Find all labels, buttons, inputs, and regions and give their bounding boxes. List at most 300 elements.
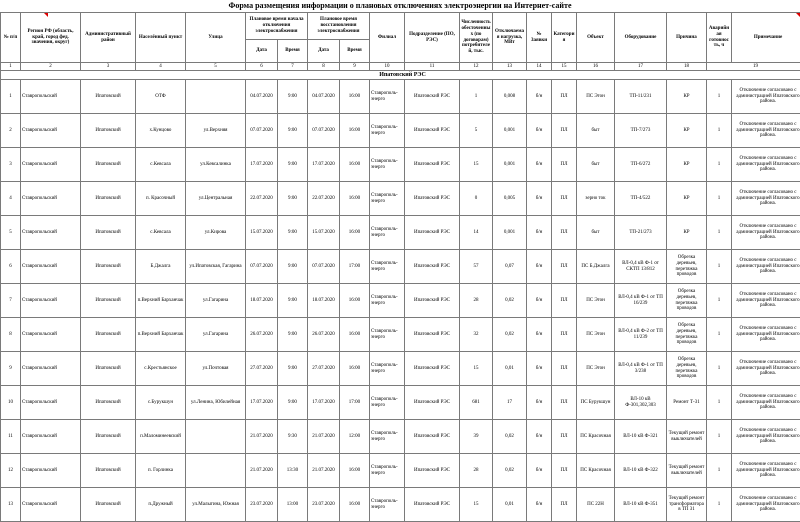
locality-cell: п.Дружный [136,488,186,522]
cause-cell: КР [667,216,707,250]
load-cell: 0,07 [493,250,527,284]
consumers-cell: 5 [460,114,493,148]
column-number: 6 [246,63,278,71]
row-number: 1 [1,80,21,114]
object-cell: ПС Эгон [577,352,615,386]
region-cell: Ставропольский [21,80,81,114]
category-cell: ПЛ [552,318,577,352]
category-cell: ПЛ [552,386,577,420]
end-date-cell: 15.07.2020 [308,216,340,250]
division-cell: Ипатовский РЭС [405,386,460,420]
header-street: Улица [186,13,246,63]
table-row [1,386,800,420]
note-cell: Отключение согласовано с администрацией Ипатовского района. [732,182,800,216]
district-cell: Ипатовский [81,488,136,522]
readiness-cell: 1 [707,216,732,250]
branch-cell: Ставрополь-энерго [370,216,405,250]
consumers-cell: 14 [460,216,493,250]
street-cell [186,454,246,488]
district-cell: Ипатовский [81,182,136,216]
division-cell: Ипатовский РЭС [405,284,460,318]
start-date-cell: 27.07.2020 [246,352,278,386]
load-cell: 0,001 [493,114,527,148]
header-locality: Населённый пункт [136,13,186,63]
header-num: № п/п [1,13,21,63]
end-date-cell: 07.07.2020 [308,250,340,284]
end-date-cell: 07.07.2020 [308,114,340,148]
load-cell: 0,02 [493,454,527,488]
object-cell: ПС Бурукшун [577,386,615,420]
start-time-cell: 9:00 [278,352,308,386]
start-time-cell: 13:00 [278,488,308,522]
locality-cell: с.Кевсала [136,216,186,250]
branch-cell: Ставрополь-энерго [370,284,405,318]
header-object: Объект [577,13,615,63]
request-cell: б/н [527,216,552,250]
region-cell: Ставропольский [21,420,81,454]
load-cell: 0,001 [493,148,527,182]
header-end-time: Время [340,40,370,63]
end-date-cell: 23.07.2020 [308,488,340,522]
request-cell: б/н [527,386,552,420]
end-time-cell: 16:00 [340,114,370,148]
form-title: Форма размещения информации о плановых отключениях электроэнергии на Интернет-сайте [0,0,800,12]
readiness-cell: 1 [707,352,732,386]
comment-marker [796,13,800,17]
street-cell: ул.Ипатовская, Гагарина [186,250,246,284]
request-cell: б/н [527,80,552,114]
section-title: Ипатовский РЭС [1,71,800,80]
division-cell: Ипатовский РЭС [405,148,460,182]
object-cell: ПС 22Н [577,488,615,522]
cause-cell: Обрезка деревьев, перетяжка проводов [667,284,707,318]
locality-cell: п. Горлинка [136,454,186,488]
consumers-cell: 15 [460,352,493,386]
division-cell: Ипатовский РЭС [405,250,460,284]
street-cell: ул.Гагарина [186,284,246,318]
object-cell: быт [577,148,615,182]
end-date-cell: 26.07.2020 [308,318,340,352]
column-number: 13 [493,63,527,71]
header-request: № Заявки [527,13,552,63]
equipment-cell: ВЛ-0,4 кВ Ф-2 от ТП 11/239 [615,318,667,352]
end-time-cell: 16:00 [340,182,370,216]
header-branch: Филиал [370,13,405,63]
category-cell: ПЛ [552,148,577,182]
cause-cell: КР [667,182,707,216]
table-row [1,318,800,352]
table-row [1,420,800,454]
load-cell: 0,001 [493,216,527,250]
consumers-cell: 32 [460,318,493,352]
locality-cell: п.Маломинеевский [136,420,186,454]
row-number: 11 [1,420,21,454]
note-cell: Отключение согласовано с администрацией Ипатовского района. [732,148,800,182]
column-number: 2 [21,63,81,71]
division-cell: Ипатовский РЭС [405,182,460,216]
readiness-cell: 1 [707,182,732,216]
end-time-cell: 16:00 [340,284,370,318]
district-cell: Ипатовский [81,148,136,182]
start-time-cell: 13:30 [278,454,308,488]
table-row [1,148,800,182]
readiness-cell: 1 [707,488,732,522]
start-date-cell: 18.07.2020 [246,284,278,318]
request-cell: б/н [527,182,552,216]
row-number: 8 [1,318,21,352]
region-cell: Ставропольский [21,250,81,284]
request-cell: б/н [527,420,552,454]
end-date-cell: 27.07.2020 [308,352,340,386]
district-cell: Ипатовский [81,420,136,454]
street-cell: ул.Верхняя [186,114,246,148]
note-cell: Отключение согласовано с администрацией Ипатовского района. [732,114,800,148]
equipment-cell: ВЛ-10 кВ Ф-321 [615,420,667,454]
street-cell [186,80,246,114]
header-division: Подразделение (ПО, РЭС) [405,13,460,63]
end-date-cell: 17.07.2020 [308,148,340,182]
consumers-cell: 15 [460,148,493,182]
table-row [1,352,800,386]
note-cell: Отключение согласовано с администрацией Ипатовского района. [732,386,800,420]
load-cell: 0,005 [493,182,527,216]
street-cell: ул.Малыгина, Южная [186,488,246,522]
row-number: 7 [1,284,21,318]
end-time-cell: 17:00 [340,386,370,420]
start-date-cell: 07.07.2020 [246,250,278,284]
start-date-cell: 17.07.2020 [246,386,278,420]
consumers-cell: 39 [460,420,493,454]
object-cell: быт [577,216,615,250]
header-start-group: Плановое время начала отключения электроснабжения [246,13,308,40]
row-number: 4 [1,182,21,216]
end-date-cell: 21.07.2020 [308,420,340,454]
table-row [1,284,800,318]
branch-cell: Ставрополь-энерго [370,114,405,148]
column-number: 18 [667,63,707,71]
header-region: Регион РФ (область, край, город фед. значения, округ) [21,13,81,63]
division-cell: Ипатовский РЭС [405,454,460,488]
region-cell: Ставропольский [21,216,81,250]
load-cell: 17 [493,386,527,420]
start-time-cell: 9:30 [278,420,308,454]
consumers-cell: 57 [460,250,493,284]
cause-cell: КР [667,80,707,114]
equipment-cell: ВЛ-10 кВ Ф-301,302,303 [615,386,667,420]
cause-cell: Обрезка деревьев, перетяжка проводов [667,250,707,284]
start-date-cell: 21.07.2020 [246,420,278,454]
equipment-cell: ТП-6/272 [615,148,667,182]
division-cell: Ипатовский РЭС [405,216,460,250]
note-cell: Отключение согласовано с администрацией Ипатовского района. [732,250,800,284]
equipment-cell: ТП-7/273 [615,114,667,148]
consumers-cell: 1 [460,80,493,114]
header-note: Примечание [732,13,800,63]
locality-cell: п. Красочный [136,182,186,216]
object-cell: ПС Красочная [577,420,615,454]
row-number: 12 [1,454,21,488]
region-cell: Ставропольский [21,318,81,352]
street-cell: ул.Гагарина [186,318,246,352]
equipment-cell: ВЛ-10 кВ Ф-322 [615,454,667,488]
equipment-cell: ТП-21/273 [615,216,667,250]
branch-cell: Ставрополь-энерго [370,80,405,114]
note-cell: Отключение согласовано с администрацией Ипатовского района. [732,352,800,386]
equipment-cell: ВЛ-10 кВ Ф-351 [615,488,667,522]
equipment-cell: ВЛ-0,4 кВ Ф-1 от ТП 16/239 [615,284,667,318]
cause-cell: Ремонт Т-31 [667,386,707,420]
end-time-cell: 16:00 [340,318,370,352]
locality-cell: п.Верхний Барханчак [136,284,186,318]
table-row [1,216,800,250]
district-cell: Ипатовский [81,250,136,284]
readiness-cell: 1 [707,386,732,420]
request-cell: б/н [527,352,552,386]
table-header [1,13,800,80]
district-cell: Ипатовский [81,114,136,148]
header-equipment: Оборудование [615,13,667,63]
load-cell: 0,02 [493,420,527,454]
category-cell: ПЛ [552,216,577,250]
column-number: 8 [308,63,340,71]
readiness-cell: 1 [707,250,732,284]
street-cell: ул.Кевсалинка [186,148,246,182]
end-date-cell: 04.07.2020 [308,80,340,114]
region-cell: Ставропольский [21,454,81,488]
district-cell: Ипатовский [81,386,136,420]
consumers-cell: 681 [460,386,493,420]
cause-cell: Обрезка деревьев, перетяжка проводов [667,318,707,352]
column-number: 10 [370,63,405,71]
cause-cell: КР [667,114,707,148]
table-row [1,114,800,148]
column-number: 7 [278,63,308,71]
header-end-group: Плановое время восстановления электроснабжения [308,13,370,40]
consumers-cell: 0 [460,182,493,216]
branch-cell: Ставрополь-энерго [370,454,405,488]
note-cell: Отключение согласовано с администрацией Ипатовского района. [732,318,800,352]
column-number: 9 [340,63,370,71]
region-cell: Ставропольский [21,114,81,148]
cause-cell: Обрезка деревьев, перетяжка проводов [667,352,707,386]
division-cell: Ипатовский РЭС [405,318,460,352]
column-number: 14 [527,63,552,71]
category-cell: ПЛ [552,114,577,148]
object-cell: ПС Эгон [577,318,615,352]
header-consumers: Численность обесточенных (по договорам) потребителей, тыс. [460,13,493,63]
street-cell: ул.Кирова [186,216,246,250]
readiness-cell: 1 [707,114,732,148]
end-date-cell: 22.07.2020 [308,182,340,216]
load-cell: 0,008 [493,80,527,114]
consumers-cell: 28 [460,284,493,318]
note-cell: Отключение согласовано с администрацией Ипатовского района. [732,80,800,114]
equipment-cell: ВЛ-0,4 кВ Ф-1 от ТП 3/238 [615,352,667,386]
load-cell: 0,02 [493,318,527,352]
note-cell: Отключение согласовано с администрацией Ипатовского района. [732,420,800,454]
region-cell: Ставропольский [21,182,81,216]
row-number: 10 [1,386,21,420]
start-time-cell: 9:00 [278,284,308,318]
category-cell: ПЛ [552,250,577,284]
end-time-cell: 16:00 [340,216,370,250]
street-cell: ул.Центральная [186,182,246,216]
column-number: 3 [81,63,136,71]
locality-cell: ОТФ [136,80,186,114]
cause-cell: Текущий ремонт трансформатора в ТП 31 [667,488,707,522]
district-cell: Ипатовский [81,284,136,318]
division-cell: Ипатовский РЭС [405,488,460,522]
equipment-cell: ТП-4/522 [615,182,667,216]
locality-cell: с.Крестьянское [136,352,186,386]
start-time-cell: 9:00 [278,114,308,148]
division-cell: Ипатовский РЭС [405,114,460,148]
table-row [1,488,800,522]
district-cell: Ипатовский [81,352,136,386]
column-number: 16 [577,63,615,71]
region-cell: Ставропольский [21,352,81,386]
end-time-cell: 16:00 [340,454,370,488]
start-time-cell: 9:00 [278,182,308,216]
table-row [1,80,800,114]
region-cell: Ставропольский [21,284,81,318]
row-number: 9 [1,352,21,386]
end-time-cell: 16:00 [340,80,370,114]
start-date-cell: 22.07.2020 [246,182,278,216]
load-cell: 0,01 [493,352,527,386]
category-cell: ПЛ [552,80,577,114]
start-time-cell: 9:00 [278,386,308,420]
table-body [1,80,800,522]
locality-cell: Б.Джалга [136,250,186,284]
division-cell: Ипатовский РЭС [405,420,460,454]
outage-table [0,12,800,522]
row-number: 6 [1,250,21,284]
equipment-cell: ВЛ-0,4 кВ Ф-1 от СКТП 13/812 [615,250,667,284]
column-number: 4 [136,63,186,71]
end-date-cell: 21.07.2020 [308,454,340,488]
locality-cell: с.Бурукшун [136,386,186,420]
note-cell: Отключение согласовано с администрацией Ипатовского района. [732,284,800,318]
load-cell: 0,01 [493,488,527,522]
object-cell: ПС Красочная [577,454,615,488]
comment-marker [44,13,48,17]
end-time-cell: 17:00 [340,250,370,284]
region-cell: Ставропольский [21,488,81,522]
column-number: 1 [1,63,21,71]
start-date-cell: 23.07.2020 [246,488,278,522]
branch-cell: Ставрополь-энерго [370,318,405,352]
branch-cell: Ставрополь-энерго [370,250,405,284]
division-cell: Ипатовский РЭС [405,80,460,114]
readiness-cell: 1 [707,318,732,352]
column-numbers-row [1,63,800,71]
object-cell: ПС Б.Джалга [577,250,615,284]
locality-cell: х.Кунцово [136,114,186,148]
request-cell: б/н [527,284,552,318]
branch-cell: Ставрополь-энерго [370,420,405,454]
branch-cell: Ставрополь-энерго [370,182,405,216]
category-cell: ПЛ [552,182,577,216]
object-cell: зерно ток [577,182,615,216]
note-cell: Отключение согласовано с администрацией Ипатовского района. [732,216,800,250]
start-date-cell: 21.07.2020 [246,454,278,488]
start-time-cell: 9:00 [278,318,308,352]
cause-cell: Текущий ремонт выключателей [667,420,707,454]
header-end-date: Дата [308,40,340,63]
consumers-cell: 28 [460,454,493,488]
end-date-cell: 18.07.2020 [308,284,340,318]
note-cell: Отключение согласовано с администрацией Ипатовского района. [732,454,800,488]
request-cell: б/н [527,318,552,352]
table-row [1,182,800,216]
start-date-cell: 04.07.2020 [246,80,278,114]
header-start-time: Время [278,40,308,63]
cause-cell: Текущий ремонт выключателей [667,454,707,488]
start-time-cell: 9:00 [278,148,308,182]
end-time-cell: 16:00 [340,488,370,522]
object-cell: быт [577,114,615,148]
request-cell: б/н [527,114,552,148]
branch-cell: Ставрополь-энерго [370,148,405,182]
district-cell: Ипатовский [81,216,136,250]
district-cell: Ипатовский [81,318,136,352]
start-date-cell: 07.07.2020 [246,114,278,148]
column-number: 11 [405,63,460,71]
cause-cell: КР [667,148,707,182]
branch-cell: Ставрополь-энерго [370,386,405,420]
column-number: 5 [186,63,246,71]
branch-cell: Ставрополь-энерго [370,352,405,386]
header-cause: Причина [667,13,707,63]
street-cell: ул.Почтовая [186,352,246,386]
header-start-date: Дата [246,40,278,63]
category-cell: ПЛ [552,352,577,386]
start-date-cell: 26.07.2020 [246,318,278,352]
category-cell: ПЛ [552,454,577,488]
request-cell: б/н [527,148,552,182]
start-time-cell: 9:00 [278,80,308,114]
column-number: 19 [707,63,800,71]
request-cell: б/н [527,250,552,284]
row-number: 2 [1,114,21,148]
region-cell: Ставропольский [21,386,81,420]
column-number: 12 [460,63,493,71]
end-time-cell: 16:00 [340,148,370,182]
consumers-cell: 15 [460,488,493,522]
table-row [1,454,800,488]
object-cell: ПС Эгон [577,284,615,318]
district-cell: Ипатовский [81,80,136,114]
category-cell: ПЛ [552,488,577,522]
region-cell: Ставропольский [21,148,81,182]
equipment-cell: ТП-11/231 [615,80,667,114]
request-cell: б/н [527,454,552,488]
column-number: 15 [552,63,577,71]
readiness-cell: 1 [707,148,732,182]
readiness-cell: 1 [707,420,732,454]
table-row [1,250,800,284]
row-number: 3 [1,148,21,182]
start-time-cell: 9:00 [278,216,308,250]
category-cell: ПЛ [552,420,577,454]
division-cell: Ипатовский РЭС [405,352,460,386]
header-category: Категория [552,13,577,63]
start-date-cell: 15.07.2020 [246,216,278,250]
start-time-cell: 9:00 [278,250,308,284]
branch-cell: Ставрополь-энерго [370,488,405,522]
locality-cell: п.Верхний Барханчак [136,318,186,352]
